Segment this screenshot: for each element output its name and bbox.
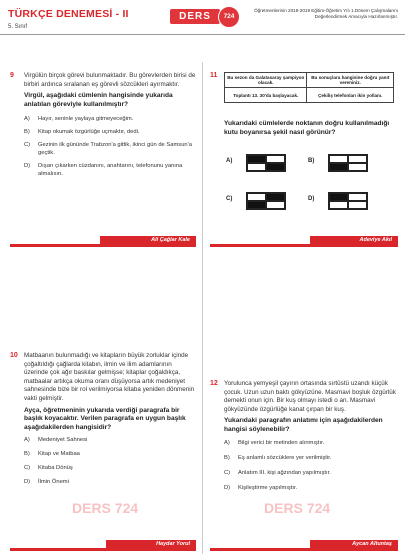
question-text: Virgülün birçok görevi bulunmaktadır. Bu görevlerden birisi de birbiri ardınca sıralanan eş görevli sözcükleri ayırmaktır. [24,72,196,88]
author-bar-q11 [210,236,398,247]
table-cell: Bu sezon da Galatasaray şampiyon olacak. [225,73,307,88]
author-bar-q12 [210,540,398,551]
author-underline [10,548,196,551]
question-prompt: Virgül, aşağıdaki cümlenin hangisinde yukarıda anlatılan göreviyle kullanılmıştır? [24,92,173,108]
choice-label-d: D) [308,196,315,202]
option-d[interactable] [24,478,196,486]
grid-cell [329,201,348,209]
logo-number: 724 [218,6,240,28]
option-text: İlmin Önemi [38,479,69,486]
grid-cell [348,201,367,209]
author-name: Ali Çağlar Kale [100,236,196,244]
option-c[interactable] [224,469,398,477]
option-key: B) [224,454,230,461]
grid-cell [247,155,266,163]
option-text: Kişileştirme yapılmıştır. [238,484,298,491]
grid-cell [348,193,367,201]
option-text: Medeniyet Sahnesi [38,437,88,444]
option-text: Dışarı çıkarken cüzdanını, anahtarını, telefonunu yanına almalısın. [38,163,183,178]
option-key: B) [24,129,30,136]
author-bar-q10 [10,540,196,551]
option-text: Kitaba Dönüş [38,465,73,472]
question-number: 11 [210,72,218,79]
option-key: A) [24,116,30,123]
option-key: A) [224,439,230,446]
question-prompt: Ayça, öğretmeninin yukarıda verdiği paragrafa bir başlık koyacaktır. Verilen paragrafa en uygun başlık aşağıdakilerden hangisidir? [24,406,186,431]
question-number: 12 [210,380,218,387]
grid-a[interactable] [246,154,286,172]
table-cell: Toplantı 13. 30'da başlayacak. [225,88,307,103]
grid-cell [247,163,266,171]
option-text: Gezinin ilk gününde Trabzon'a gittik, ikinci gün de Samsun'a geçtik. [38,142,192,157]
exam-title: TÜRKÇE DENEMESİ - II [8,8,129,20]
question-text: Matbaanın bulunmadığı ve kitapların büyük zorluklar içinde çoğaltıldığı çağlarda kitabın, ilmin ve ilim adamlarının üzerinde çok ağır baskılar gelmişse; kitaplar çoğaldıkça, matbaalar artıkça okuma oranı düşüyorsa artık medeniyet sahnesinde bize bir rol verilmiyorsa kitaba yeniden dönmenin vakti gelmiştir. [24,352,195,402]
author-name: Aycan Altuntaş [310,540,398,548]
option-key: D) [24,479,31,486]
option-key: C) [24,465,31,472]
grid-cell [247,201,266,209]
question-text: Yorulunca yemyeşil çayırın ortasında sırtüstü uzandı küçük çocuk. Uzun uzun baktı gökyüzüne. Masmavi boşluk özgürlük demekti onun için. Bir kuş olmayı istedi o an. Masmavi gökyüzünde özgürlüğe kanat çırpan bir kuş. [224,380,396,413]
author-underline [210,244,398,247]
brand-logo [170,6,242,28]
option-key: B) [24,451,30,458]
option-d[interactable] [24,162,196,178]
author-underline [10,244,196,247]
option-text: Kitap ve Matbaa [38,451,80,458]
choice-label-a: A) [226,158,233,164]
question-number: 10 [10,352,18,359]
option-c[interactable] [24,464,196,472]
question-10 [10,352,196,486]
grid-cell [247,193,266,201]
header-note: Öğretmenlerinin 2018-2019 Eğitim-Öğretim Yılı 1.Dönem Çalışmalarını Değerlendirmek Amacıyla Hazırlanmıştır. [254,8,398,19]
option-a[interactable] [24,436,196,444]
grade-label: 5. Sınıf [8,24,28,30]
question-prompt: Yukarıdaki paragrafın anlatımı için aşağıdakilerden hangisi söylenebilir? [224,417,383,433]
grid-cell [266,155,285,163]
author-underline [210,548,398,551]
option-key: D) [224,484,231,491]
choice-label-c: C) [226,196,233,202]
author-name: Adeviye Akıl [310,236,398,244]
grid-b[interactable] [328,154,368,172]
option-text: Eş anlamlı sözcüklere yer verilmiştir. [238,454,332,461]
grid-cell [266,193,285,201]
grid-cell [266,163,285,171]
grid-cell [266,201,285,209]
option-text: Bilgi verici bir metinden alınmıştır. [238,439,325,446]
grid-c[interactable] [246,192,286,210]
option-text: Kitap okumak özgürlüğe uçmaktır, dedi. [38,129,140,136]
option-key: C) [24,142,31,149]
option-a[interactable] [224,439,398,447]
option-key: A) [24,437,30,444]
watermark-logo: DERS 724 [72,500,139,516]
option-text: Hayır, seninle yaylaya gitmeyeceğim. [38,116,134,123]
author-name: Haydar Yorul [106,540,196,548]
grid-d[interactable] [328,192,368,210]
grid-cell [348,163,367,171]
option-b[interactable] [224,454,398,462]
choice-label-b: B) [308,158,315,164]
grid-cell [348,155,367,163]
option-key: D) [24,163,31,170]
table-cell: Çekiliş telefonları ikin yollanı. [307,88,394,103]
table-cell: Bu sonuçlara hangisine doğru yanıt vereniniz. [307,73,394,88]
grid-cell [329,193,348,201]
option-b[interactable] [24,128,196,136]
option-d[interactable] [224,484,398,492]
column-divider [202,62,203,554]
watermark-logo: DERS 724 [264,500,331,516]
option-b[interactable] [24,450,196,458]
grid-cell [329,155,348,163]
option-c[interactable] [24,141,196,157]
sentence-table [224,72,394,103]
logo-text: DERS [170,9,220,24]
question-12 [210,380,398,492]
question-9 [10,72,196,178]
question-number: 9 [10,72,14,79]
grid-cell [329,163,348,171]
option-text: Anlatım III. kişi ağzından yapılmıştır. [238,469,331,476]
header-divider [0,34,405,35]
question-prompt: Yukarıdaki cümlelerde noktanın doğru kullanılmadığı kutu boyanırsa şekil nasıl görünür? [224,120,390,136]
option-a[interactable] [24,115,196,123]
author-bar-q9 [10,236,196,247]
option-key: C) [224,469,231,476]
